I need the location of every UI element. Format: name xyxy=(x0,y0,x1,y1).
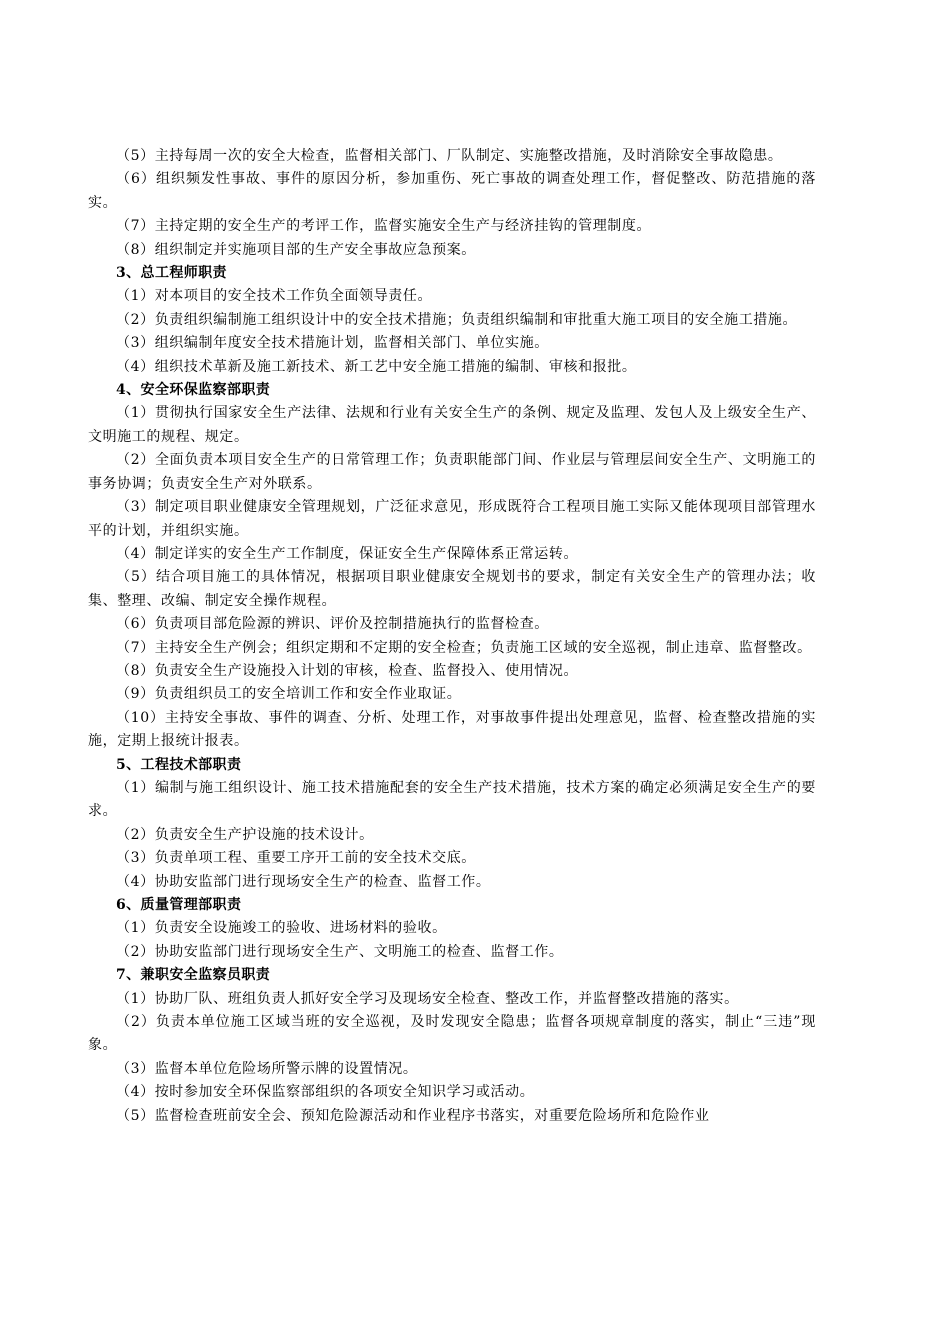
paragraph: （2）协助安监部门进行现场安全生产、文明施工的检查、监督工作。 xyxy=(116,943,564,960)
paragraph: （2）负责本单位施工区域当班的安全巡视，及时发现安全隐患；监督各项规章制度的落实，制止“三违”现象。 xyxy=(88,1014,816,1054)
paragraph: （8）组织制定并实施项目部的生产安全事故应急预案。 xyxy=(116,241,476,258)
paragraph: （1）负责安全设施竣工的验收、进场材料的验收。 xyxy=(116,920,447,937)
document-body xyxy=(88,145,816,1128)
paragraph: （2）负责安全生产护设施的技术设计。 xyxy=(116,826,374,843)
section-heading: 4、安全环保监察部职责 xyxy=(116,382,271,399)
section-heading: 6、质量管理部职责 xyxy=(116,897,242,913)
paragraph: （3）监督本单位危险场所警示牌的设置情况。 xyxy=(116,1060,418,1077)
paragraph: （4）组织技术革新及施工新技术、新工艺中安全施工措施的编制、审核和报批。 xyxy=(116,358,637,375)
paragraph: （2）负责组织编制施工组织设计中的安全技术措施；负责组织编制和审批重大施工项目的安全施工措施。 xyxy=(116,311,798,328)
paragraph: （5）结合项目施工的具体情况，根据项目职业健康安全规划书的要求，制定有关安全生产的管理办法；收集、整理、改编、制定安全操作规程。 xyxy=(88,569,816,609)
paragraph: （7）主持定期的安全生产的考评工作，监督实施安全生产与经济挂钩的管理制度。 xyxy=(116,218,652,235)
paragraph: （1）对本项目的安全技术工作负全面领导责任。 xyxy=(116,288,433,305)
paragraph: （1）编制与施工组织设计、施工技术措施配套的安全生产技术措施，技术方案的确定必须满足安全生产的要求。 xyxy=(88,779,816,820)
paragraph: （4）按时参加安全环保监察部组织的各项安全知识学习或活动。 xyxy=(116,1084,535,1101)
paragraph: （3）负责单项工程、重要工序开工前的安全技术交底。 xyxy=(116,850,476,867)
paragraph: （6）组织频发性事故、事件的原因分析，参加重伤、死亡事故的调查处理工作，督促整改、防范措施的落实。 xyxy=(88,171,816,211)
section-heading: 5、工程技术部职责 xyxy=(116,756,242,773)
paragraph: （2）全面负责本项目安全生产的日常管理工作；负责职能部门间、作业层与管理层间安全生产、文明施工的事务协调；负责安全生产对外联系。 xyxy=(88,452,816,492)
section-heading: 7、兼职安全监察员职责 xyxy=(116,967,271,984)
paragraph: （6）负责项目部危险源的辨识、评价及控制措施执行的监督检查。 xyxy=(116,616,549,633)
paragraph: （3）组织编制年度安全技术措施计划，监督相关部门、单位实施。 xyxy=(116,335,549,352)
paragraph: （8）负责安全生产设施投入计划的审核，检查、监督投入、使用情况。 xyxy=(116,662,579,679)
paragraph: （10）主持安全事故、事件的调查、分析、处理工作，对事故事件提出处理意见，监督、检查整改措施的实施，定期上报统计报表。 xyxy=(88,709,816,750)
paragraph: （1）贯彻执行国家安全生产法律、法规和行业有关安全生产的条例、规定及监理、发包人及上级安全生产、文明施工的规程、规定。 xyxy=(88,405,816,445)
paragraph: （4）协助安监部门进行现场安全生产的检查、监督工作。 xyxy=(116,873,491,890)
paragraph: （3）制定项目职业健康安全管理规划，广泛征求意见，形成既符合工程项目施工实际又能体现项目部管理水平的计划，并组织实施。 xyxy=(88,499,816,539)
paragraph: （5）主持每周一次的安全大检查，监督相关部门、厂队制定、实施整改措施，及时消除安全事故隐患。 xyxy=(116,148,783,164)
section-heading: 3、总工程师职责 xyxy=(116,265,227,282)
paragraph: （4）制定详实的安全生产工作制度，保证安全生产保障体系正常运转。 xyxy=(116,545,579,562)
paragraph: （9）负责组织员工的安全培训工作和安全作业取证。 xyxy=(116,686,462,703)
paragraph: （1）协助厂队、班组负责人抓好安全学习及现场安全检查、整改工作，并监督整改措施的落实。 xyxy=(116,990,739,1007)
paragraph: （7）主持安全生产例会；组织定期和不定期的安全检查；负责施工区域的安全巡视，制止违章、监督整改。 xyxy=(116,639,812,656)
paragraph: （5）监督检查班前安全会、预知危险源活动和作业程序书落实，对重要危险场所和危险作业 xyxy=(116,1107,710,1124)
